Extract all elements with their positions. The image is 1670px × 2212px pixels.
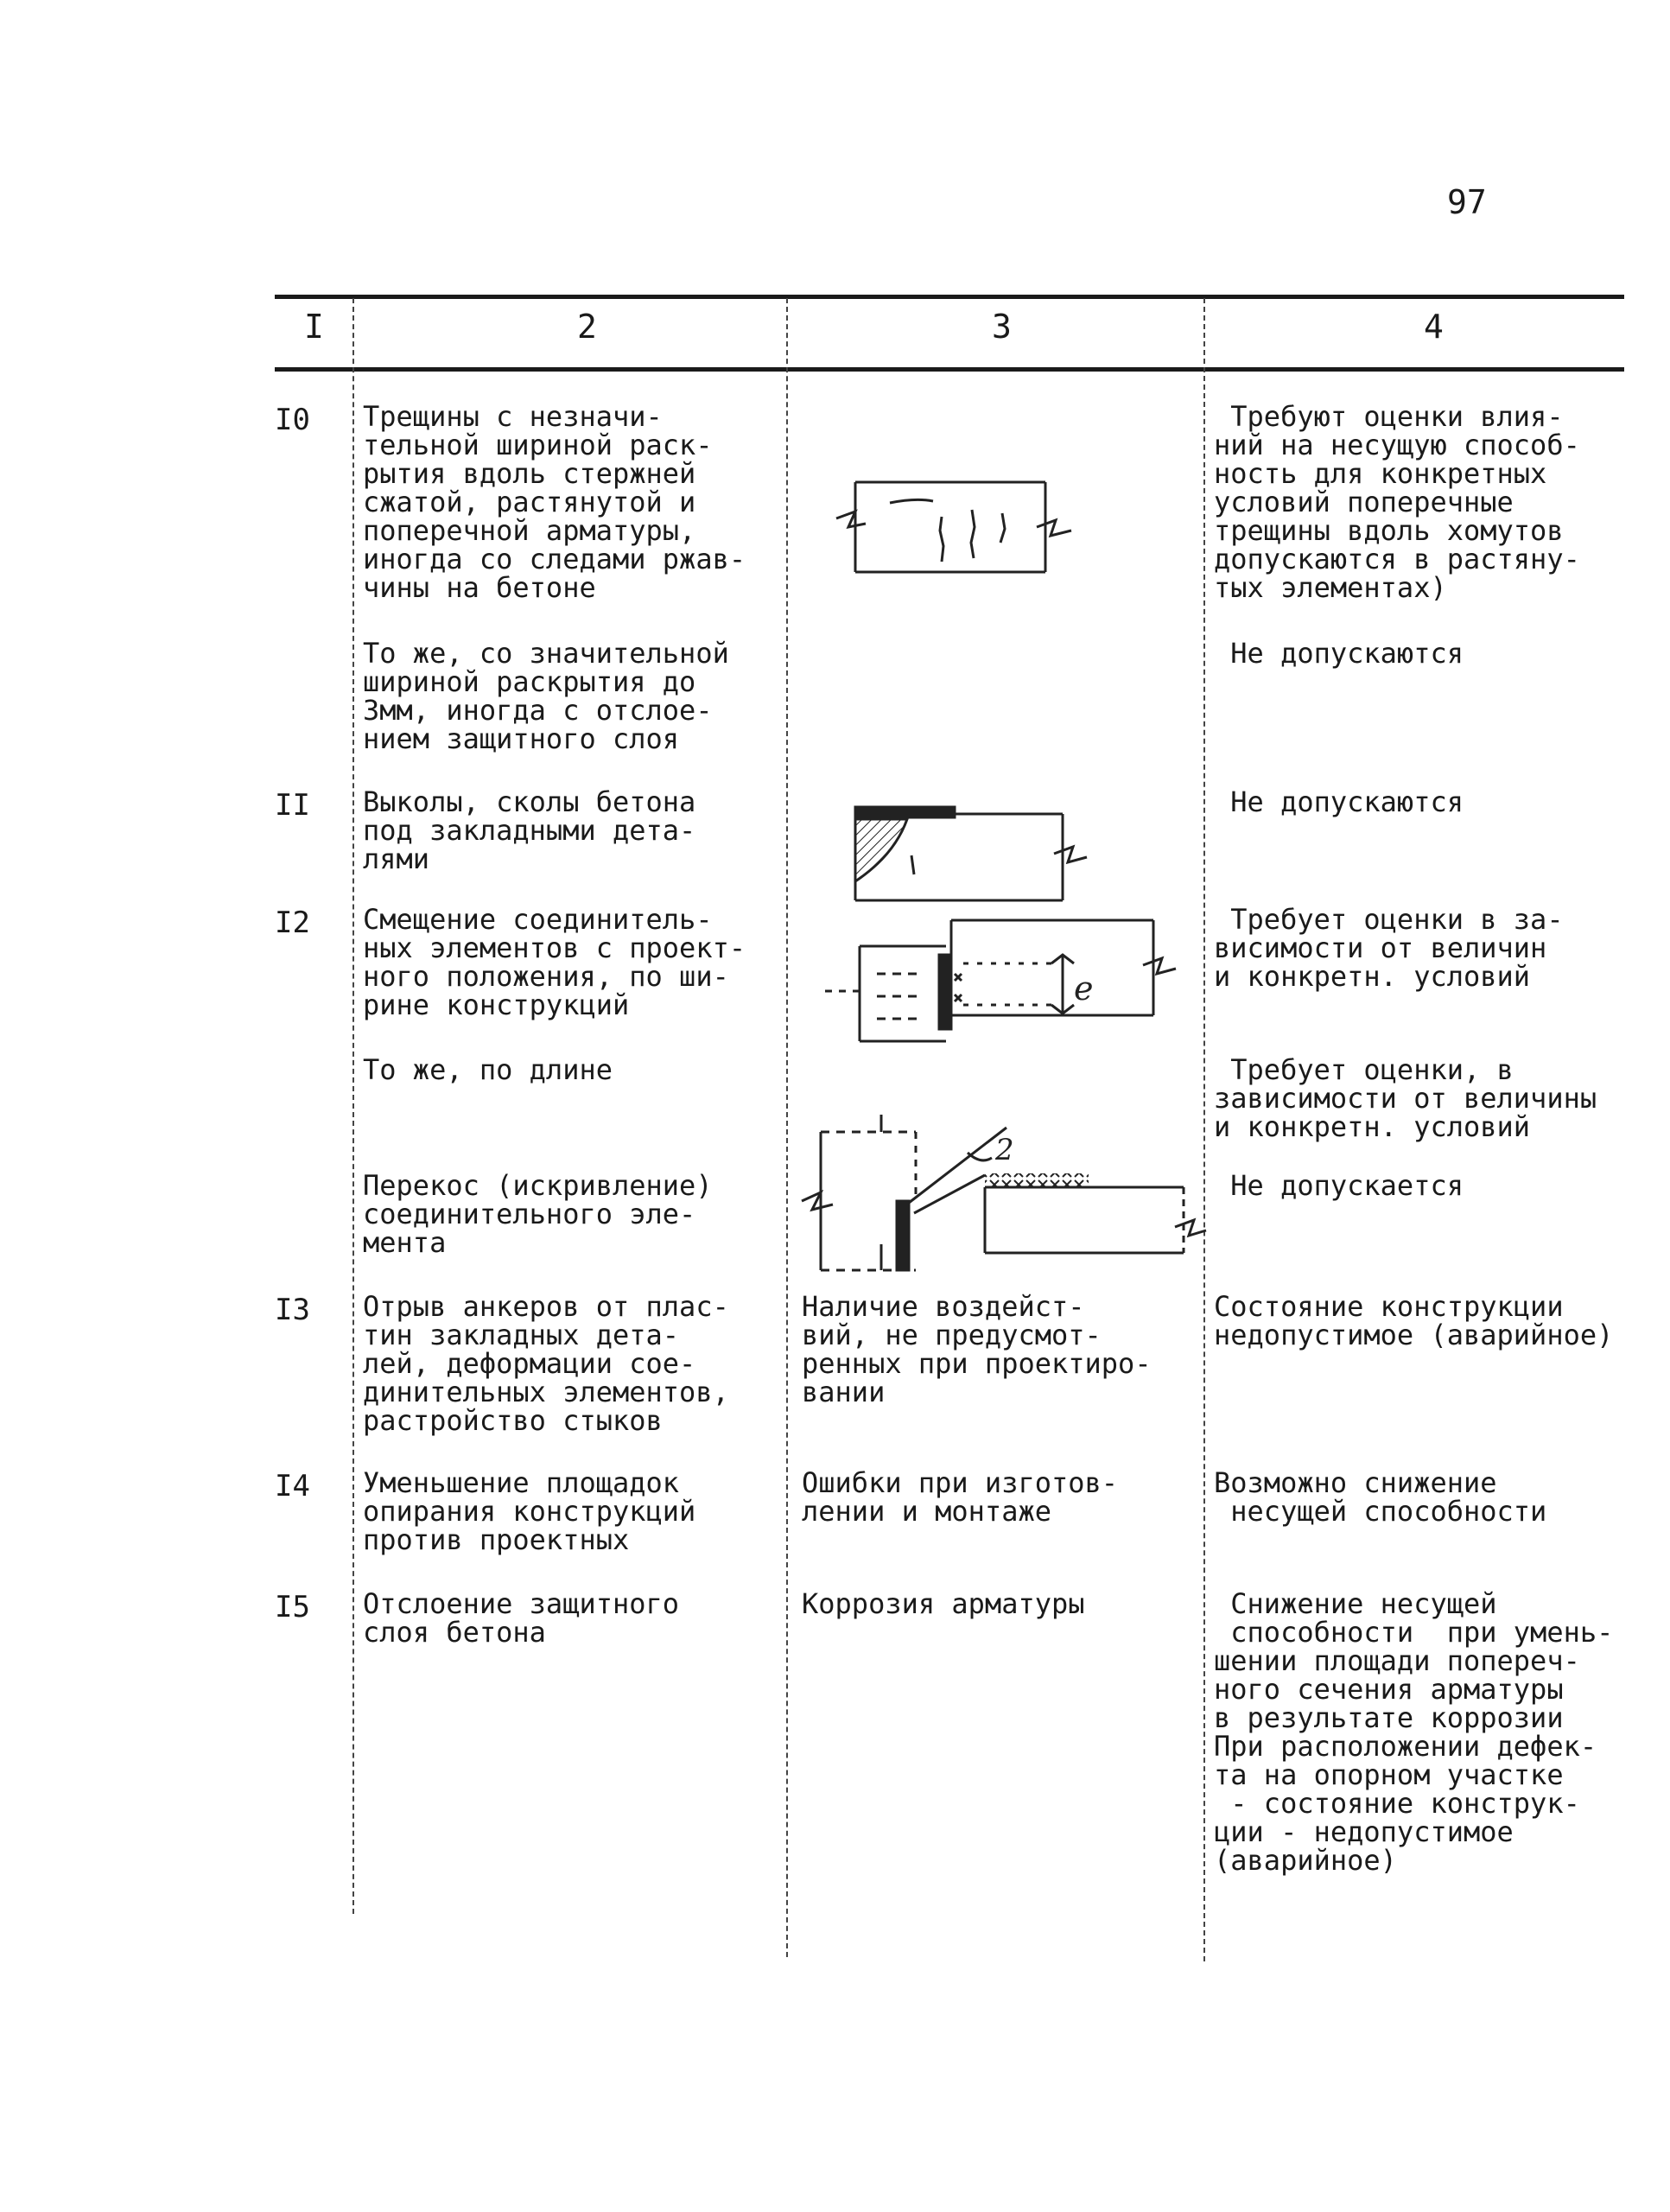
assessment: Не допускаются (1214, 637, 1464, 670)
defect-description: То же, со значительной шириной раскрытия до 3мм, иногда с отслое- нием защитного слоя (363, 637, 729, 755)
sketch-label-2: 2 (995, 1133, 1014, 1167)
row-number: I3 (275, 1293, 310, 1327)
assessment: Не допускаются (1214, 785, 1464, 818)
skew-sketch (795, 1106, 1210, 1279)
defect-description: Перекос (искривление) соединительного эле- мента (363, 1169, 713, 1259)
table-top-rule (275, 295, 1624, 299)
cause: Ошибки при изготов- лении и монтаже (802, 1466, 1119, 1528)
defect-description: То же, по длине (363, 1053, 613, 1086)
assessment: Требует оценки, в зависимости от величины и конкретн. условий (1214, 1053, 1597, 1143)
row-number: I4 (275, 1469, 310, 1503)
row-number: II (275, 788, 310, 823)
page-number: 97 (1447, 183, 1487, 221)
column-header-1: I (304, 308, 324, 346)
assessment: Требуют оценки влия- ний на несущую способ- ность для конкретных условий поперечные трещины вдоль хомутов допускаются в растяну- тых элементах) (1214, 400, 1580, 604)
row-number: I0 (275, 403, 310, 437)
column-header-2: 2 (577, 308, 597, 346)
crack-sketch (829, 467, 1089, 588)
column-header-3: 3 (992, 308, 1012, 346)
displacement-sketch (825, 912, 1188, 1050)
defect-description: Трещины с незначи- тельной шириной раск- рытия вдоль стержней сжатой, растянутой и поперечной арматуры, иногда со следами ржав- чины на бетоне (363, 400, 746, 604)
column-divider-1-2 (352, 298, 354, 1914)
sketch-label-e: e (1074, 969, 1094, 1007)
spalling-sketch (847, 795, 1097, 907)
cause: Коррозия арматуры (802, 1587, 1085, 1620)
defect-description: Выколы, сколы бетона под закладными дета- лями (363, 785, 696, 875)
assessment: Состояние конструкции недопустимое (аварийное) (1214, 1290, 1614, 1351)
table-header-rule (275, 367, 1624, 372)
defect-description: Отслоение защитного слоя бетона (363, 1587, 680, 1649)
column-divider-2-3 (786, 298, 788, 1957)
defect-description: Уменьшение площадок опирания конструкций против проектных (363, 1466, 696, 1556)
column-header-4: 4 (1424, 308, 1444, 346)
defect-description: Смещение соединитель- ных элементов с проект- ного положения, по ши- рине конструкций (363, 903, 746, 1021)
row-number: I2 (275, 906, 310, 940)
defect-description: Отрыв анкеров от плас- тин закладных дета- лей, деформации сое- динительных элементов, растройство стыков (363, 1290, 729, 1437)
row-number: I5 (275, 1590, 310, 1624)
assessment: Снижение несущей способности при умень- шении площади попереч- ного сечения арматуры в результате коррозии При расположении дефек- та на опорном участке - состояние конструк- ции - недопустимое (аварийное) (1214, 1587, 1614, 1877)
assessment: Не допускается (1214, 1169, 1464, 1202)
assessment: Возможно снижение несущей способности (1214, 1466, 1547, 1528)
assessment: Требует оценки в за- висимости от величин и конкретн. условий (1214, 903, 1564, 993)
cause: Наличие воздейст- вий, не предусмот- ренных при проектиро- вании (802, 1290, 1152, 1408)
